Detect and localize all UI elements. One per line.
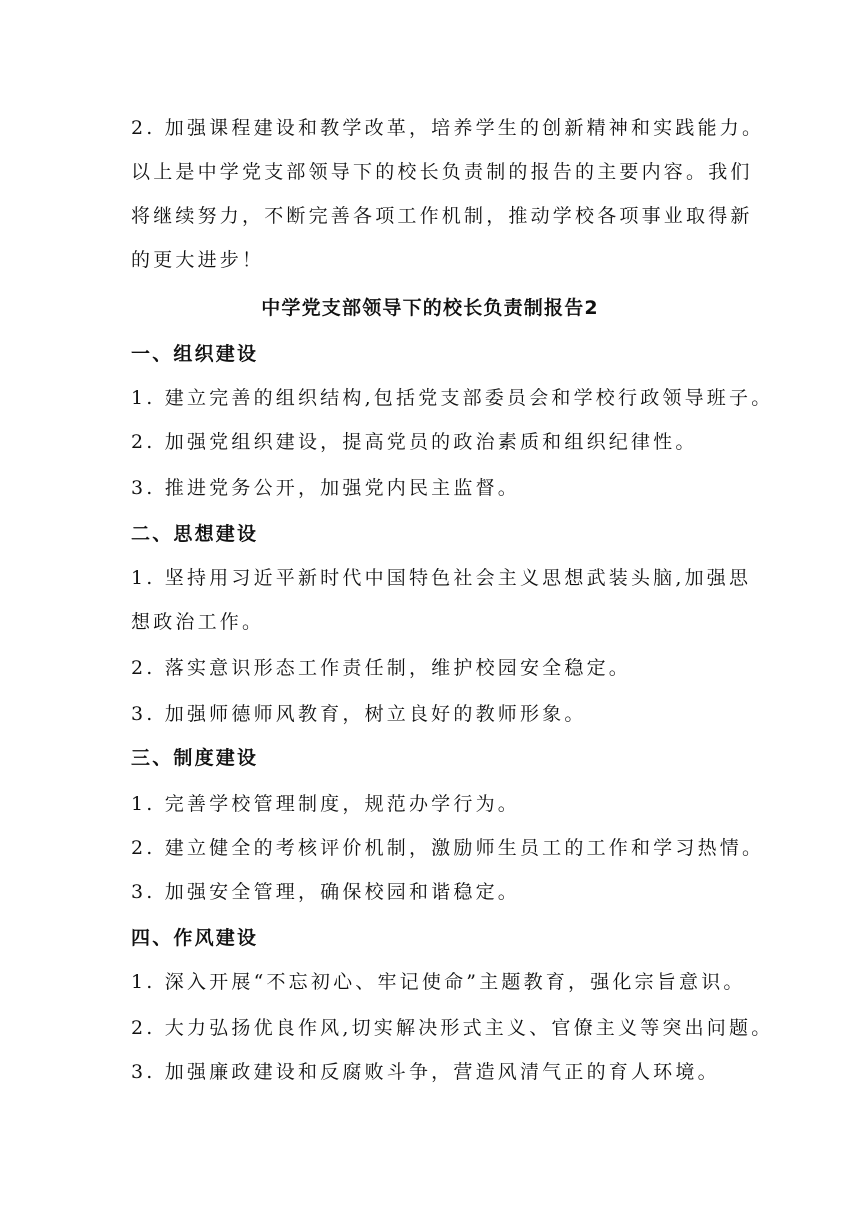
section-heading: 一、组织建设 [131, 343, 259, 365]
list-item: 1. 坚持用习近平新时代中国特色社会主义思想武装头脑,加强思 [131, 567, 752, 589]
paragraph-line: 2. 加强课程建设和教学改革，培养学生的创新精神和实践能力。 [131, 117, 765, 139]
paragraph-line: 将继续努力，不断完善各项工作机制，推动学校各项事业取得新 [131, 205, 753, 227]
list-item: 1. 深入开展“不忘初心、牢记使命”主题教育，强化宗旨意识。 [131, 971, 746, 993]
list-item: 3. 加强安全管理，确保校园和谐稳定。 [131, 881, 520, 903]
list-item: 3. 推进党务公开，加强党内民主监督。 [131, 477, 520, 499]
list-item: 1. 完善学校管理制度，规范办学行为。 [131, 793, 520, 815]
section-heading: 四、作风建设 [131, 927, 259, 949]
list-item: 2. 加强党组织建设，提高党员的政治素质和组织纪律性。 [131, 431, 698, 453]
list-item: 1. 建立完善的组织结构,包括党支部委员会和学校行政领导班子。 [131, 387, 774, 409]
paragraph-line: 的更大进步！ [131, 249, 265, 271]
list-item: 2. 落实意识形态工作责任制，维护校园安全稳定。 [131, 657, 631, 679]
list-item: 3. 加强师德师风教育，树立良好的教师形象。 [131, 703, 587, 725]
section-heading: 二、思想建设 [131, 523, 259, 545]
list-item: 想政治工作。 [131, 611, 265, 633]
list-item: 2. 建立健全的考核评价机制，激励师生员工的工作和学习热情。 [131, 837, 765, 859]
paragraph-line: 以上是中学党支部领导下的校长负责制的报告的主要内容。我们 [131, 161, 753, 183]
section-heading: 三、制度建设 [131, 747, 259, 769]
list-item: 2. 大力弘扬优良作风,切实解决形式主义、官僚主义等突出问题。 [131, 1017, 774, 1039]
document-title: 中学党支部领导下的校长负责制报告2 [261, 297, 599, 319]
list-item: 3. 加强廉政建设和反腐败斗争，营造风清气正的育人环境。 [131, 1061, 720, 1083]
